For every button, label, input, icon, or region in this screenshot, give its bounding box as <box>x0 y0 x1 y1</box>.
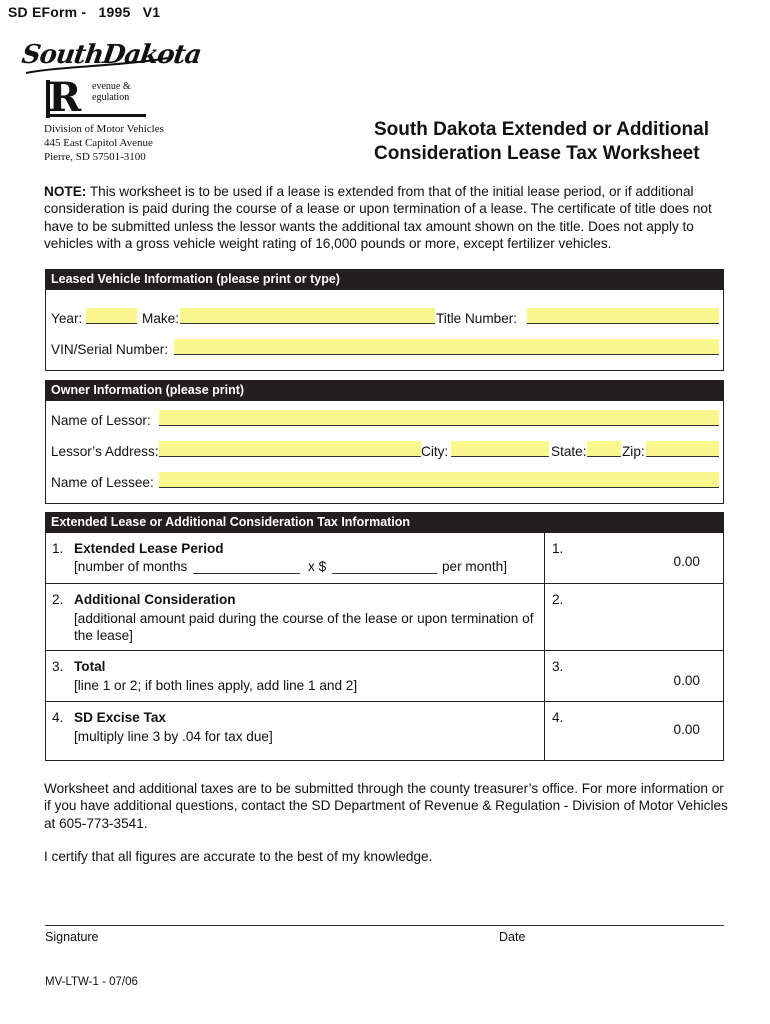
title-line-2: Consideration Lease Tax Worksheet <box>374 143 700 164</box>
row-2-right-number: 2. <box>552 592 564 607</box>
address-line-2: 445 East Capitol Avenue <box>44 137 153 149</box>
leased-vehicle-section <box>45 290 724 371</box>
row-2-title: Additional Consideration <box>74 592 236 607</box>
logo-script-text: SouthDakota <box>19 40 203 70</box>
row-3-number: 3. <box>52 659 64 674</box>
make-field[interactable] <box>180 308 435 324</box>
line-1-value[interactable]: 0.00 <box>673 554 700 569</box>
row-1-right-number: 1. <box>552 541 564 556</box>
row-3-right-number: 3. <box>552 659 564 674</box>
lessor-address-label: Lessor’s Address: <box>51 444 159 459</box>
row-3-title: Total <box>74 659 106 674</box>
row-4-number: 4. <box>52 710 64 725</box>
row-1-number: 1. <box>52 541 64 556</box>
address-line-3: Pierre, SD 57501-3100 <box>44 151 146 163</box>
year-field[interactable] <box>86 308 137 324</box>
note-paragraph <box>44 183 729 253</box>
tax-row-3 <box>46 651 723 702</box>
note-label: NOTE: <box>44 184 87 199</box>
make-label: Make: <box>142 311 180 326</box>
year-label: Year: <box>51 311 83 326</box>
line-4-value[interactable]: 0.00 <box>673 722 700 737</box>
logo-regulation-text: egulation <box>92 92 130 103</box>
zip-field[interactable] <box>646 441 719 457</box>
line-3-value[interactable]: 0.00 <box>673 673 700 688</box>
lessor-name-label: Name of Lessor: <box>51 413 151 428</box>
row-1-times-label: x $ <box>308 559 327 574</box>
row-3-description: [line 1 or 2; if both lines apply, add line 1 and 2] <box>74 678 358 693</box>
note-text: This worksheet is to be used if a lease is extended from that of the initial lease period, or if additional consideration is paid during the course of a lease or upon termination of a lease. The certificate of title does not have to be submitted unless the lessor wants the additional tax amount shown on the title. Does not apply to vehicles with a gross vehicle weight rating of 16,000 pounds or more, except fertilizer vehicles. <box>44 184 712 252</box>
state-label: State: <box>551 444 587 459</box>
title-line-1: South Dakota Extended or Additional <box>374 119 709 140</box>
lessor-address-field[interactable] <box>159 441 421 457</box>
zip-label: Zip: <box>622 444 645 459</box>
row-1-per-month-label: per month] <box>442 559 507 574</box>
page-title <box>374 118 709 166</box>
row-1-title: Extended Lease Period <box>74 541 224 556</box>
date-label: Date <box>499 930 526 944</box>
row-4-description: [multiply line 3 by .04 for tax due] <box>74 729 273 744</box>
tax-heading: Extended Lease or Additional Consideration Tax Information <box>45 512 724 533</box>
city-label: City: <box>421 444 449 459</box>
title-number-label: Title Number: <box>436 311 518 326</box>
tax-table <box>45 533 724 761</box>
leased-vehicle-heading: Leased Vehicle Information (please print or type) <box>45 269 724 290</box>
lessee-name-label: Name of Lessee: <box>51 475 154 490</box>
vin-field[interactable] <box>174 339 719 355</box>
state-field[interactable] <box>587 441 621 457</box>
monthly-amount-field[interactable] <box>332 573 437 574</box>
signature-label: Signature <box>45 930 99 944</box>
vin-label: VIN/Serial Number: <box>51 342 169 357</box>
certification-statement: I certify that all figures are accurate to the best of my knowledge. <box>44 849 433 864</box>
row-2-number: 2. <box>52 592 64 607</box>
row-1-months-label: [number of months <box>74 559 188 574</box>
tax-row-1 <box>46 533 723 584</box>
city-field[interactable] <box>451 441 549 457</box>
form-id-tag: SD EForm - 1995 V1 <box>8 4 161 20</box>
lessor-name-field[interactable] <box>159 410 719 426</box>
lessee-name-field[interactable] <box>159 472 719 488</box>
submission-instructions: Worksheet and additional taxes are to be submitted through the county treasurer’s office. For more information or if you have additional questions, contact the SD Department of Revenue & Regulation - Division of Motor Vehicles at 605-773-3541. <box>44 781 728 831</box>
row-4-title: SD Excise Tax <box>74 710 166 725</box>
owner-heading: Owner Information (please print) <box>45 380 724 401</box>
sd-revenue-regulation-logo <box>19 40 203 122</box>
address-line-1: Division of Motor Vehicles <box>44 123 164 135</box>
months-field[interactable] <box>193 573 300 574</box>
row-4-right-number: 4. <box>552 710 564 725</box>
tax-row-2 <box>46 584 723 651</box>
signature-line[interactable] <box>45 925 724 926</box>
agency-address <box>44 122 164 164</box>
title-number-field[interactable] <box>527 308 719 324</box>
logo-r-letter: R <box>48 74 82 121</box>
owner-section <box>45 401 724 504</box>
row-2-description: [additional amount paid during the course of the lease or upon termination of the lease] <box>74 611 534 644</box>
tax-row-4 <box>46 702 723 760</box>
form-code: MV-LTW-1 - 07/06 <box>45 976 138 988</box>
logo-revenue-text: evenue & <box>92 81 131 92</box>
